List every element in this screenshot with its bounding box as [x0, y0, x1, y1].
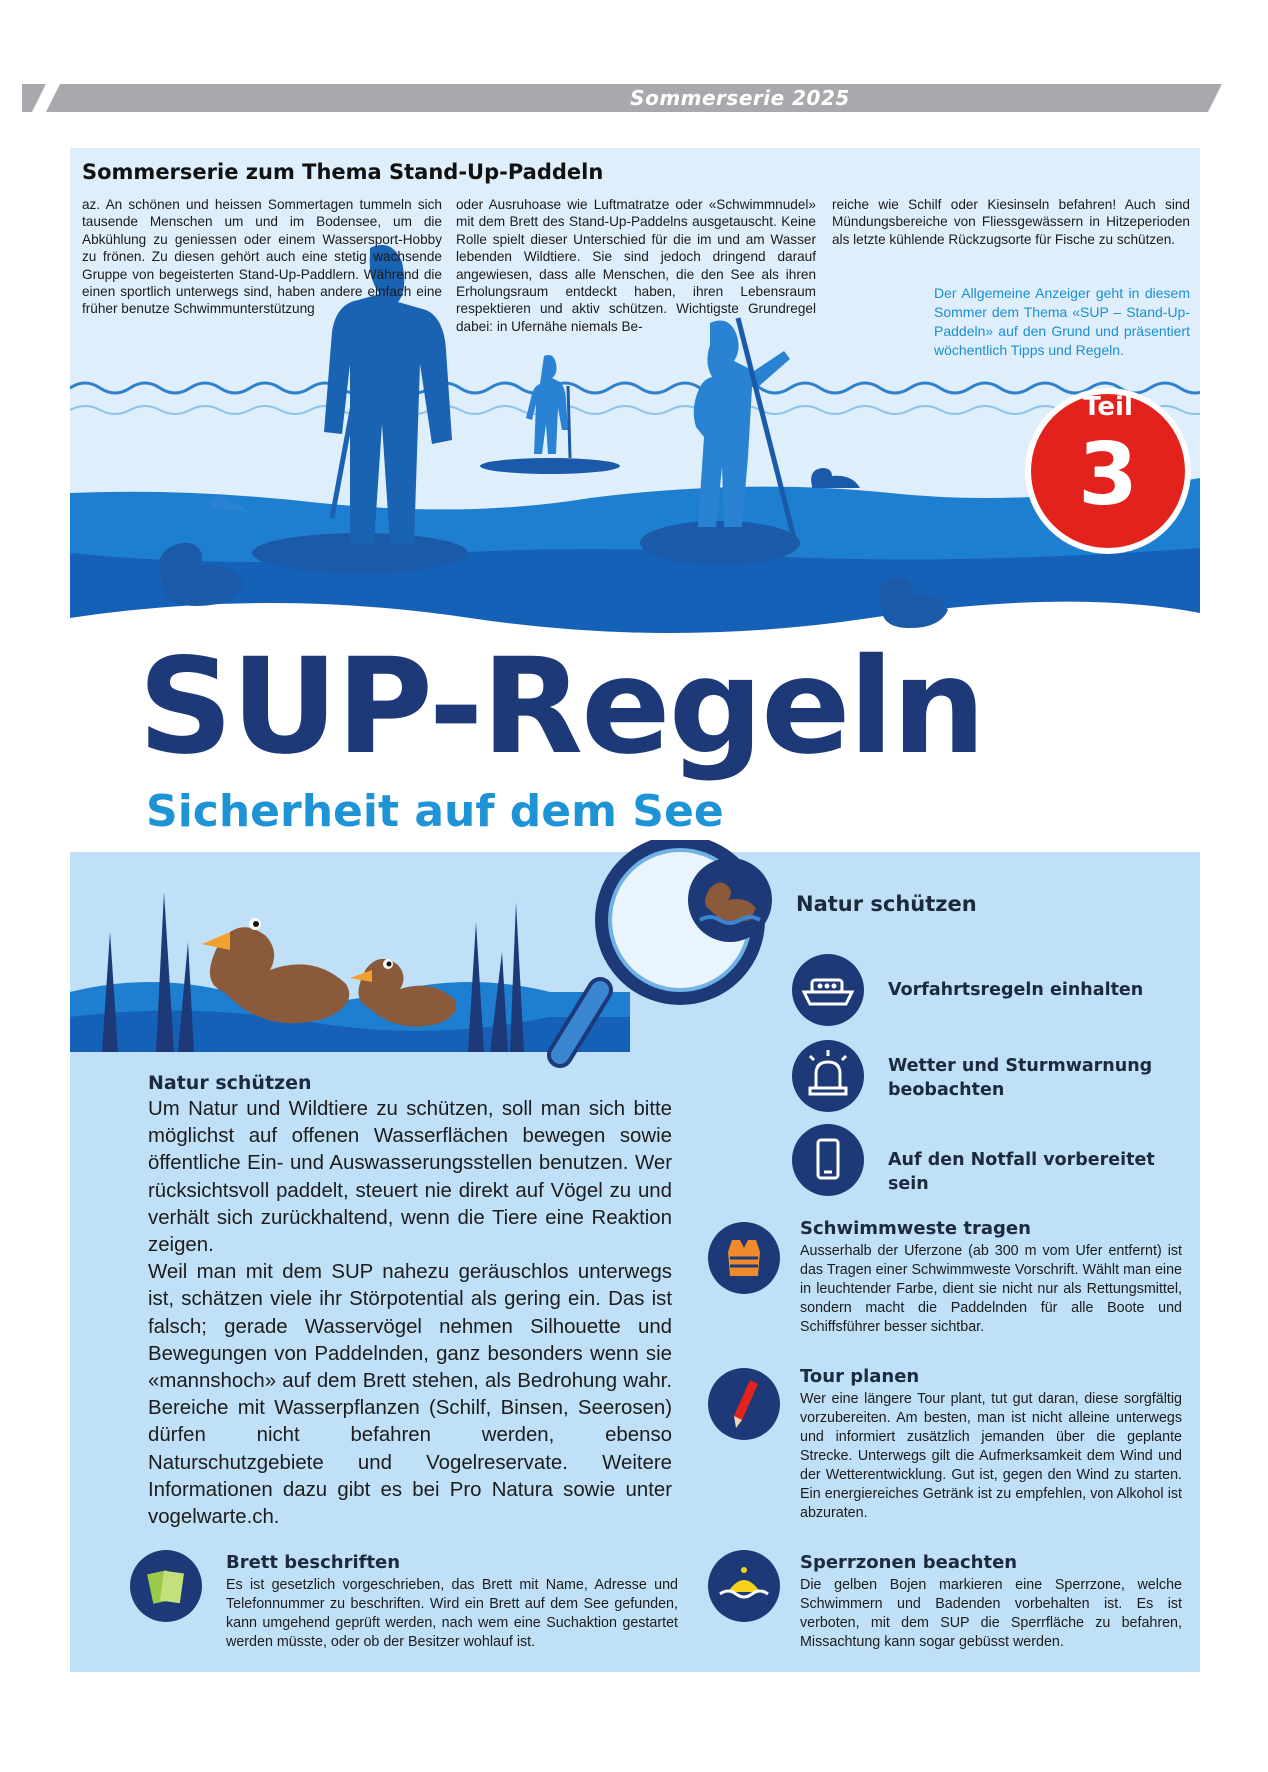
series-title: Sommerserie zum Thema Stand-Up-Paddeln — [82, 160, 604, 184]
nature-section-body — [148, 1096, 672, 1531]
series-banner-label: Sommerserie 2025 — [630, 86, 850, 110]
tip-body: Es ist gesetzlich vorgeschrieben, das Brett mit Name, Adresse und Telefonnummer zu beschriften. Wird ein Brett auf dem See gefunden, kann umgehend geprüft werden, nach wem eine Suchaktion gestartet werden müsste, oder ob der Besitzer wohlauf ist. — [226, 1577, 678, 1650]
rule-item-label: Vorfahrtsregeln einhalten — [888, 980, 1144, 1000]
part-badge-number: 3 — [1078, 425, 1138, 525]
tip-title: Brett beschriften — [226, 1552, 401, 1573]
page-title: SUP-Regeln — [138, 630, 984, 784]
tip-title: Schwimmweste tragen — [800, 1218, 1031, 1239]
board-label-icon — [130, 1550, 202, 1622]
tip-title: Sperrzonen beachten — [800, 1552, 1018, 1573]
rules-heading: Natur schützen — [796, 892, 977, 916]
buoy-icon — [708, 1550, 780, 1622]
page-subtitle: Sicherheit auf dem See — [146, 786, 724, 837]
nature-section-heading: Natur schützen — [148, 1072, 312, 1094]
pencil-icon — [708, 1368, 780, 1440]
rule-item-label: Wetter und Sturmwarnung beobachten — [888, 1056, 1153, 1100]
intro-column-3: reiche wie Schilf oder Kiesinseln befahren! Auch sind Mündungsbereiche von Fliessgewässern in Hitzeperioden als letzte kühlende Rückzugsorte für Fische zu schützen. — [832, 197, 1190, 247]
tip-body: Die gelben Bojen markieren eine Sperrzone, welche Schwimmern und Badenden vorbehalten ist. Es ist verboten, mit dem SUP die Sperrfläche zu befahren, Missachtung kann sogar gebüsst werden. — [800, 1577, 1182, 1650]
phone-icon — [792, 1124, 864, 1196]
boat-icon — [792, 954, 864, 1026]
life-vest-icon — [708, 1222, 780, 1294]
tip-body: Ausserhalb der Uferzone (ab 300 m vom Ufer entfernt) ist das Tragen einer Schwimmweste Vorschrift. Wählt man eine in leuchtender Farbe, dient sie nicht nur als Rettungsmittel, sondern macht die Paddelnden für alle Boote und Schiffsführer besser sichtbar. — [800, 1243, 1182, 1335]
tip-body: Wer eine längere Tour plant, tut gut daran, diese sorgfältig vorzubereiten. Am besten, man ist nicht alleine unterwegs und informiert zusätzlich jemanden über die geplante Strecke. Unterwegs gilt die Aufmerksamkeit dem Wind und der Wetterentwicklung. Gut ist, gegen den Wind zu starten. Ein energiereiches Getränk ist zu empfehlen, von Alkohol ist abzuraten. — [800, 1391, 1182, 1521]
rule-item-label: Auf den Notfall vorbereitet sein — [888, 1150, 1155, 1194]
warning-light-icon — [792, 1040, 864, 1112]
tip-title: Tour planen — [800, 1366, 920, 1387]
intro-column-2: oder Ausruhoase wie Luftmatratze oder «Schwimmnudel» mit dem Brett des Stand-Up-Paddelns ausgetauscht. Keine Rolle spielt dieser Unterschied für die im und am Wasser lebenden Wildtiere. Sie sind jedoch dringend darauf angewiesen, dass alle Menschen, die den See als ihren Erholungsraum entdeckt haben, ihren Lebensraum respektieren und aktiv schützen. Wichtigste Grundregel dabei: in Ufernähe niemals Be- — [456, 197, 816, 334]
magnifier-icon — [540, 840, 800, 1080]
series-info-note: Der Allgemeine Anzeiger geht in diesem Sommer dem Thema «SUP – Stand-Up-Paddeln» auf den Grund und präsentiert wöchentlich Tipps und Regeln. — [934, 285, 1190, 358]
nature-paragraph-2: Weil man mit dem SUP nahezu geräuschlos unterwegs ist, schätzen viele ihr Störpotential als gering ein. Das ist falsch; gerade Wasservögel nehmen Silhouette und Bewegungen von Paddelnden, ganz besonders wenn sie «mannshoch» auf dem Brett stehen, als Bedrohung wahr. Bereiche mit Wasserpflanzen (Schilf, Binsen, Seerosen) dürfen nicht befahren werden, ebenso Naturschutzgebiete und Vogelreservate. Weitere Informationen dazu gibt es bei Pro Natura sowie unter vogelwarte.ch. — [148, 1261, 672, 1529]
part-badge-label: Teil — [1083, 392, 1133, 422]
intro-column-1: az. An schönen und heissen Sommertagen tummeln sich tausende Menschen um und im Bodensee, um die Abkühlung zu geniessen oder einem Wassersport-Hobby zu frönen. Zu diesen gehört auch eine stetig wachsende Gruppe von begeisterten Stand-Up-Paddlern. Während die einen sportlich unterwegs sind, haben andere einfach eine früher benutze Schwimmunterstützung — [82, 197, 442, 317]
nature-paragraph-1: Um Natur und Wildtiere zu schützen, soll man sich bitte möglichst auf offenen Wasserflächen bewegen sowie öffentliche Ein- und Auswasserungsstellen benutzen. Wer rücksichtsvoll paddelt, steuert nie direkt auf Vögel zu und verhält sich zurückhaltend, wenn die Tiere eine Reaktion zeigen. — [148, 1098, 672, 1257]
